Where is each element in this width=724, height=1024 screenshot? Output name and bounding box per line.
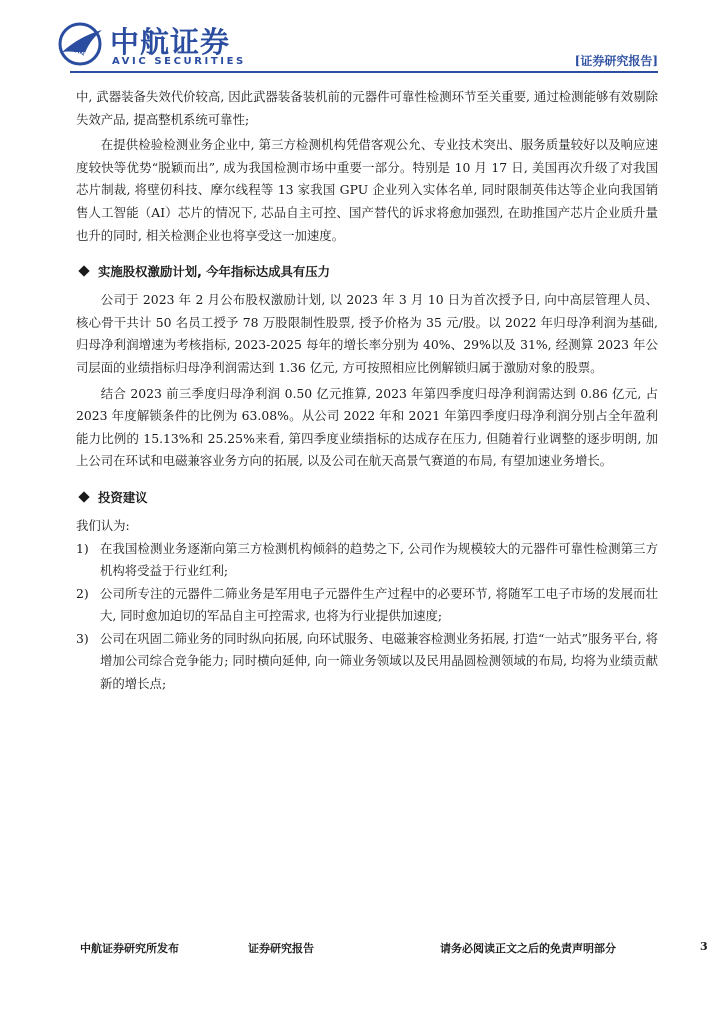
list-item-text: 公司所专注的元器件二筛业务是军用电子元器件生产过程中的必要环节, 将随军工电子市场的发展而壮大, 同时愈加迫切的军品自主可控需求, 也将为行业提供加速度; (100, 585, 658, 624)
brand-name-en: AVIC SECURITIES (112, 56, 246, 67)
avic-logo-icon (58, 22, 104, 66)
paragraph-incentive-plan: 公司于 2023 年 2 月公布股权激励计划, 以 2023 年 3 月 10 日为首次授予日, 向中高层管理人员、核心骨干共计 50 名员工授予 78 万股限制性股票, 授予价格为 35 元/股。以 2022 年归母净利润为基础, 归母净利润增速为考核指标, 2023-2025 每年的增长率分别为 40%、29%以及 31%, 经测算 2023 年公司层面的业绩指标归母净利润需达到 1.36 亿元, 方可按照相应比例解锁归属于激励对象的股票。 (76, 292, 658, 375)
section-heading-text: 投资建议 (98, 489, 148, 505)
list-item (76, 583, 658, 628)
page-number: 3 (700, 940, 708, 953)
list-item-text: 在我国检测业务逐渐向第三方检测机构倾斜的趋势之下, 公司作为规模较大的元器件可靠性检测第三方机构将受益于行业红利; (100, 540, 658, 579)
list-item-number: 2) (76, 585, 89, 601)
footer-disclaimer: 请务必阅读正文之后的免责声明部分 (440, 942, 616, 955)
list-item-text: 公司在巩固二筛业务的同时纵向拓展, 向环试服务、电磁兼容检测业务拓展, 打造“一站式”服务平台, 将增加公司综合竞争能力; 同时横向延伸, 向一筛业务领域以及民用晶圆检测领域的布局, 均将为业绩贡献新的增长点; (100, 630, 658, 692)
report-body (76, 86, 658, 696)
brand-name-cn: 中航证券 (110, 25, 231, 59)
page-footer (0, 940, 724, 960)
list-item (76, 538, 658, 583)
footer-publisher: 中航证券研究所发布 (80, 942, 179, 955)
list-item (76, 628, 658, 696)
header-divider (70, 71, 658, 73)
page-header (0, 0, 724, 80)
diamond-bullet-icon (78, 265, 89, 276)
report-type-tag: [证券研究报告] (574, 54, 658, 68)
paragraph-continuation: 中, 武器装备失效代价较高, 因此武器装备装机前的元器件可靠性检测环节至关重要, 通过检测能够有效剔除失效产品, 提高整机系统可靠性; (76, 89, 658, 127)
investment-points-list (76, 538, 658, 696)
section-heading-text: 实施股权激励计划, 今年指标达成具有压力 (98, 264, 331, 280)
list-item-number: 1) (76, 540, 89, 556)
paragraph-third-party-testing: 在提供检验检测业务企业中, 第三方检测机构凭借客观公允、专业技术突出、服务质量较好以及响应速度较快等优势“脱颖而出”, 成为我国检测市场中重要一部分。特别是 10 月 17 日, 美国再次升级了对我国芯片制裁, 将壁仞科技、摩尔线程等 13 家我国 GPU 企业列入实体名单, 同时限制英伟达等企业向我国销售人工智能（AI）芯片的情况下, 芯品自主可控、国产替代的诉求将愈加强烈, 在助推国产芯片企业质升量也升的同时, 相关检测企业也将享受这一加速度。 (76, 137, 658, 243)
list-item-number: 3) (76, 630, 89, 646)
logo-text: AVIC (75, 52, 90, 58)
diamond-bullet-icon (78, 491, 89, 502)
paragraph-q4-outlook: 结合 2023 前三季度归母净利润 0.50 亿元推算, 2023 年第四季度归母净利润需达到 0.86 亿元, 占 2023 年度解锁条件的比例为 63.08%。从公司 2022 年和 2021 年第四季度归母净利润分别占全年盈利能力比例的 15.13%和 25.25%来看, 第四季度业绩指标的达成存在压力, 但随着行业调整的逐步明朗, 加上公司在环试和电磁兼容业务方向的拓展, 以及公司在航天高景气赛道的布局, 有望加速业务增长。 (76, 385, 658, 469)
points-intro: 我们认为: (76, 517, 130, 533)
section-heading-investment-advice (76, 487, 658, 509)
section-heading-equity-incentive (76, 261, 658, 283)
footer-report-type: 证券研究报告 (248, 942, 314, 955)
